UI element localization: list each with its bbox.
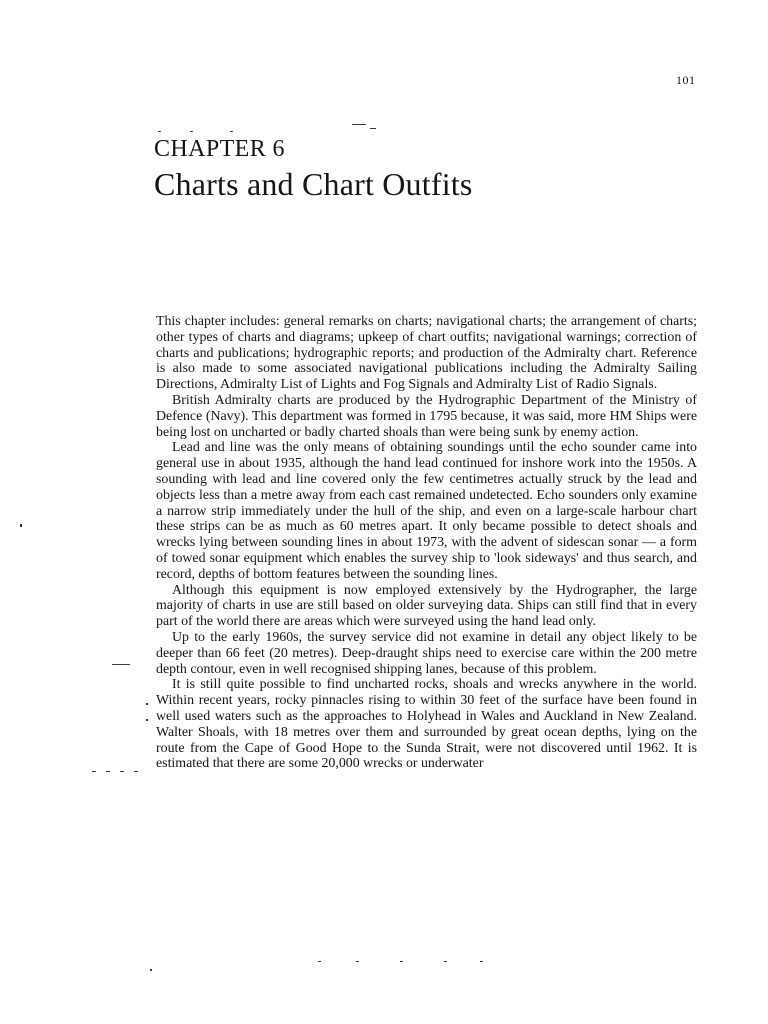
paragraph-admiralty-charts: British Admiralty charts are produced by the Hydrographic Department of the Ministry of Defence (Navy). This department was formed in 1795 because, it was said, more HM Ships were being lost on uncharted or badly charted shoals than were being sunk by enemy action. xyxy=(156,392,697,440)
paragraph-intro: This chapter includes: general remarks on charts; navigational charts; the arrangement of charts; other types of charts and diagrams; upkeep of chart outfits; navigational warnings; correction of charts and publications; hydrographic reports; and production of the Admiralty chart. Reference is also made to some associated navigational publications including the Admiralty Sailing Directions, Admiralty List of Lights and Fog Signals and Admiralty List of Radio Signals. xyxy=(156,314,697,393)
scan-artifact xyxy=(230,131,233,132)
paragraph-uncharted-rocks: It is still quite possible to find uncharted rocks, shoals and wrecks anywhere in the world. Within recent years, rocky pinnacles rising to within 30 feet of the surface have been found in well used waters such as the approaches to Holyhead in Wales and Auckland in New Zealand. Walter Shoals, with 18 metres over them and surrounded by great ocean depths, lying on the route from the Cape of Good Hope to the Sunda Strait, were not discovered until 1962. It is estimated that there are some 20,000 wrecks or underwater xyxy=(156,677,697,772)
scan-artifact xyxy=(146,719,148,721)
chapter-label: CHAPTER 6 xyxy=(154,136,285,162)
scan-artifact xyxy=(318,961,321,962)
scan-artifact xyxy=(92,771,96,772)
scan-artifact xyxy=(120,771,124,772)
scan-artifact xyxy=(356,961,359,962)
scan-artifact xyxy=(352,124,366,125)
paragraph-lead-and-line: Lead and line was the only means of obtaining soundings until the echo sounder came into general use in about 1935, although the hand lead continued for inshore work into the 1950s. A sounding with lead and line covered only the few centimetres actually struck by the lead and objects less than a metre away from each cast remained undetected. Echo sounders only examine a narrow strip immediately under the hull of the ship, and even on a large-scale harbour chart these strips can be as much as 60 metres apart. It only became possible to detect shoals and wrecks lying between sounding lines in about 1973, with the advent of sidescan sonar — a form of towed sonar equipment which enables the survey ship to 'look sideways' and thus search, and record, depths of bottom features between the sounding lines. xyxy=(156,440,697,582)
scan-artifact xyxy=(150,969,152,971)
paragraph-surveying-data: Although this equipment is now employed extensively by the Hydrographer, the large majority of charts in use are still based on older surveying data. Ships can still find that in every part of the world there are areas which were surveyed using the hand lead only. xyxy=(156,582,697,630)
scan-artifact xyxy=(134,771,138,772)
scan-artifact xyxy=(400,961,403,962)
scan-artifact xyxy=(106,771,110,772)
scan-artifact xyxy=(444,961,447,962)
scan-artifact xyxy=(146,703,148,705)
page-number: 101 xyxy=(676,73,696,87)
scan-artifact xyxy=(190,131,193,132)
scan-artifact xyxy=(158,131,161,132)
body-text xyxy=(156,314,697,772)
chapter-title: Charts and Chart Outfits xyxy=(154,166,473,202)
scan-artifact xyxy=(20,524,22,527)
paragraph-early-1960s: Up to the early 1960s, the survey service did not examine in detail any object likely to be deeper than 66 feet (20 metres). Deep-draught ships need to exercise care within the 200 metre depth contour, even in well recognised shipping lanes, because of this problem. xyxy=(156,629,697,677)
scan-artifact xyxy=(370,128,376,129)
scan-artifact xyxy=(480,961,483,962)
scan-artifact xyxy=(112,664,130,665)
